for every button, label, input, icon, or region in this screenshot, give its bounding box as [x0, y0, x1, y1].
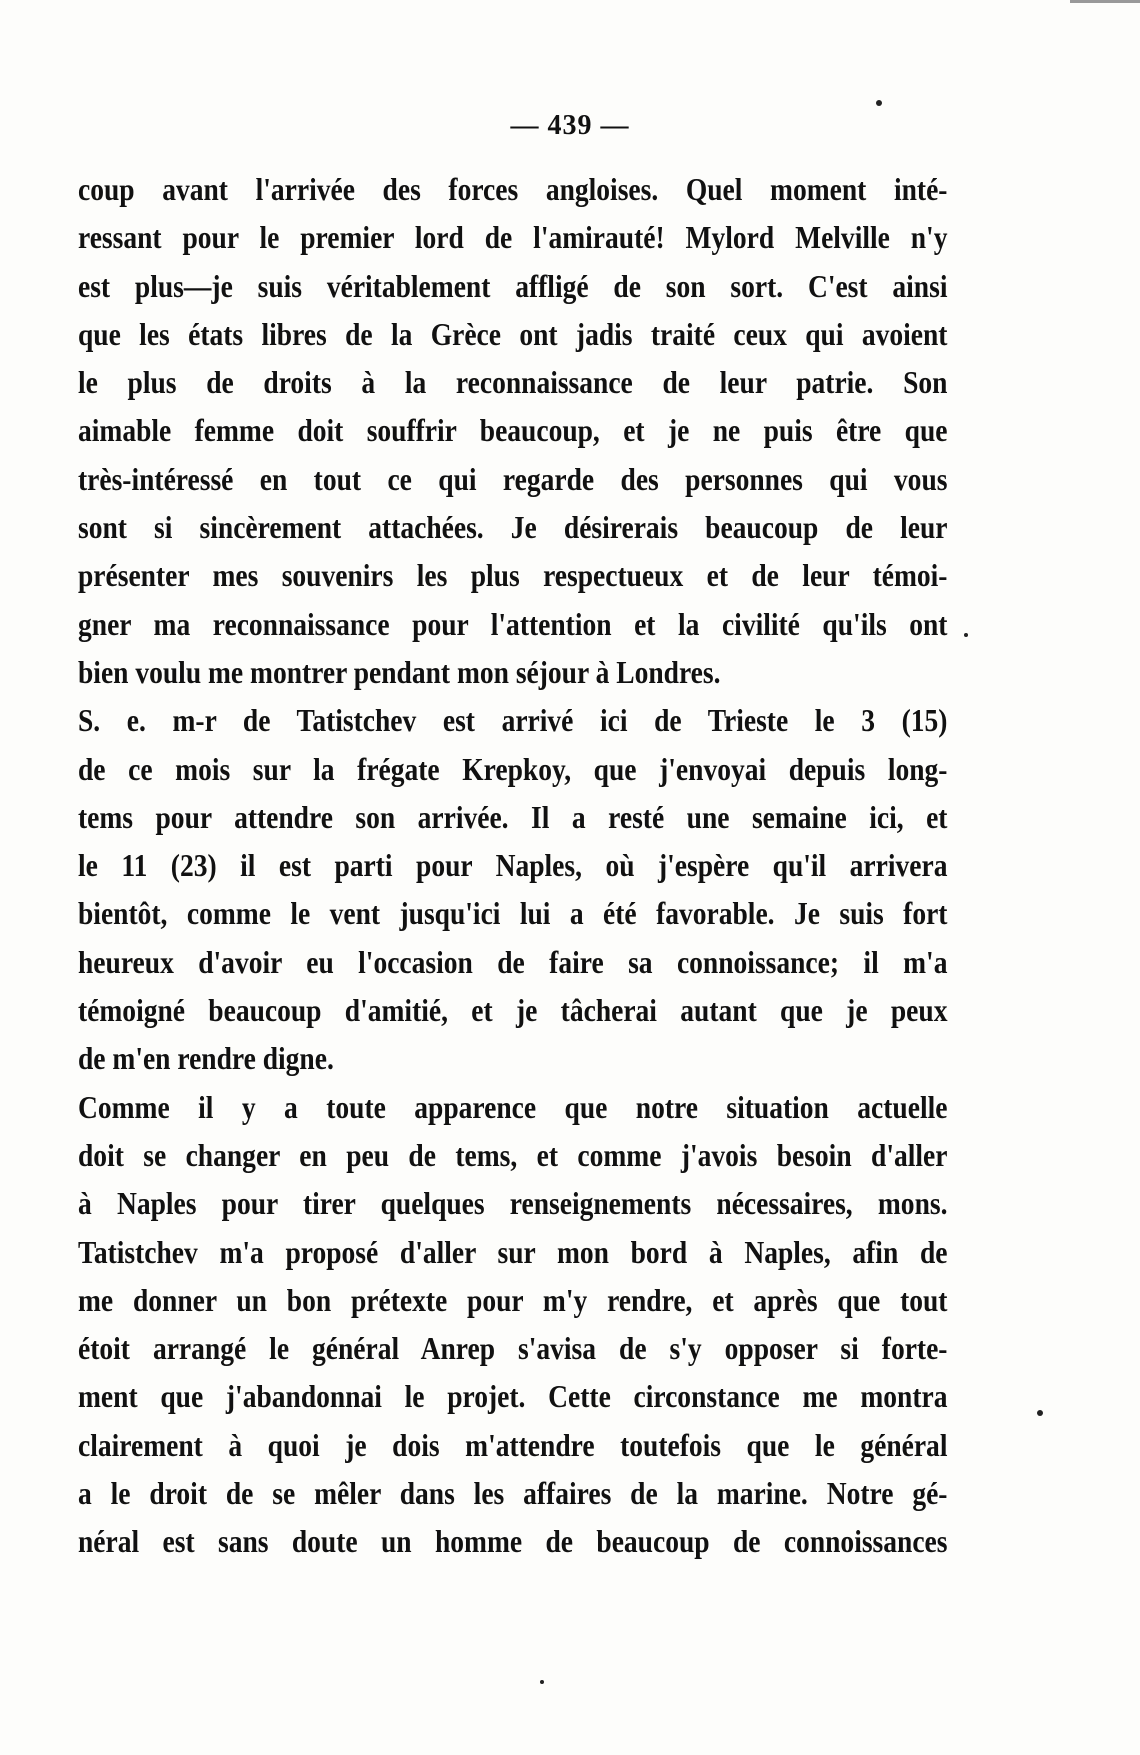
- text-line: S. e. m-r de Tatistchev est arrivé ici de Trieste le 3 (15): [78, 702, 948, 739]
- text-line: à Naples pour tirer quelques renseignements nécessaires, mons.: [78, 1185, 948, 1222]
- ink-speck: [876, 100, 882, 106]
- text-line: tems pour attendre son arrivée. Il a resté une semaine ici, et: [78, 798, 948, 835]
- text-line: bientôt, comme le vent jusqu'ici lui a été favorable. Je suis fort: [78, 895, 948, 932]
- text-line: clairement à quoi je dois m'attendre toutefois que le général: [78, 1426, 948, 1463]
- text-line: me donner un bon prétexte pour m'y rendre, et après que tout: [78, 1281, 948, 1318]
- text-line: le plus de droits à la reconnaissance de leur patrie. Son: [78, 364, 948, 401]
- text-line: doit se changer en peu de tems, et comme j'avois besoin d'aller: [78, 1136, 948, 1173]
- text-line: très-intéressé en tout ce qui regarde des personnes qui vous: [78, 460, 948, 497]
- text-line: ressant pour le premier lord de l'amirauté! Mylord Melville n'y: [78, 219, 948, 256]
- text-line: le 11 (23) il est parti pour Naples, où j'espère qu'il arrivera: [78, 847, 948, 884]
- text-line: néral est sans doute un homme de beaucoup de connoissances: [78, 1523, 948, 1560]
- ink-speck: [1037, 1410, 1043, 1416]
- body-text: [78, 165, 948, 1566]
- ink-speck: [964, 633, 968, 637]
- page-number: — 439 —: [510, 110, 630, 141]
- text-line: Comme il y a toute apparence que notre situation actuelle: [78, 1088, 948, 1125]
- text-line: a le droit de se mêler dans les affaires de la marine. Notre gé-: [78, 1475, 948, 1512]
- text-line: ment que j'abandonnai le projet. Cette circonstance me montra: [78, 1378, 948, 1415]
- text-line: que les états libres de la Grèce ont jadis traité ceux qui avoient: [78, 315, 948, 352]
- text-line: coup avant l'arrivée des forces angloises. Quel moment inté-: [78, 171, 948, 207]
- text-line: présenter mes souvenirs les plus respectueux et de leur témoi-: [78, 557, 948, 594]
- text-line: étoit arrangé le général Anrep s'avisa de s'y opposer si forte-: [78, 1330, 948, 1367]
- text-line: est plus—je suis véritablement affligé de son sort. C'est ainsi: [78, 267, 948, 304]
- text-line: heureux d'avoir eu l'occasion de faire sa connoissance; il m'a: [78, 943, 948, 980]
- text-line: aimable femme doit souffrir beaucoup, et je ne puis être que: [78, 412, 948, 449]
- text-line: gner ma reconnaissance pour l'attention et la civilité qu'ils ont: [78, 605, 948, 642]
- scan-edge-mark: [1070, 0, 1140, 9]
- ink-speck: [540, 1680, 544, 1684]
- text-line: témoigné beaucoup d'amitié, et je tâcherai autant que je peux: [78, 992, 948, 1029]
- text-line: Tatistchev m'a proposé d'aller sur mon bord à Naples, afin de: [78, 1233, 948, 1270]
- text-line: bien voulu me montrer pendant mon séjour à Londres.: [78, 653, 721, 690]
- text-line: de m'en rendre digne.: [78, 1040, 334, 1077]
- text-line: sont si sincèrement attachées. Je désirerais beaucoup de leur: [78, 509, 948, 546]
- text-line: de ce mois sur la frégate Krepkoy, que j'envoyai depuis long-: [78, 750, 948, 787]
